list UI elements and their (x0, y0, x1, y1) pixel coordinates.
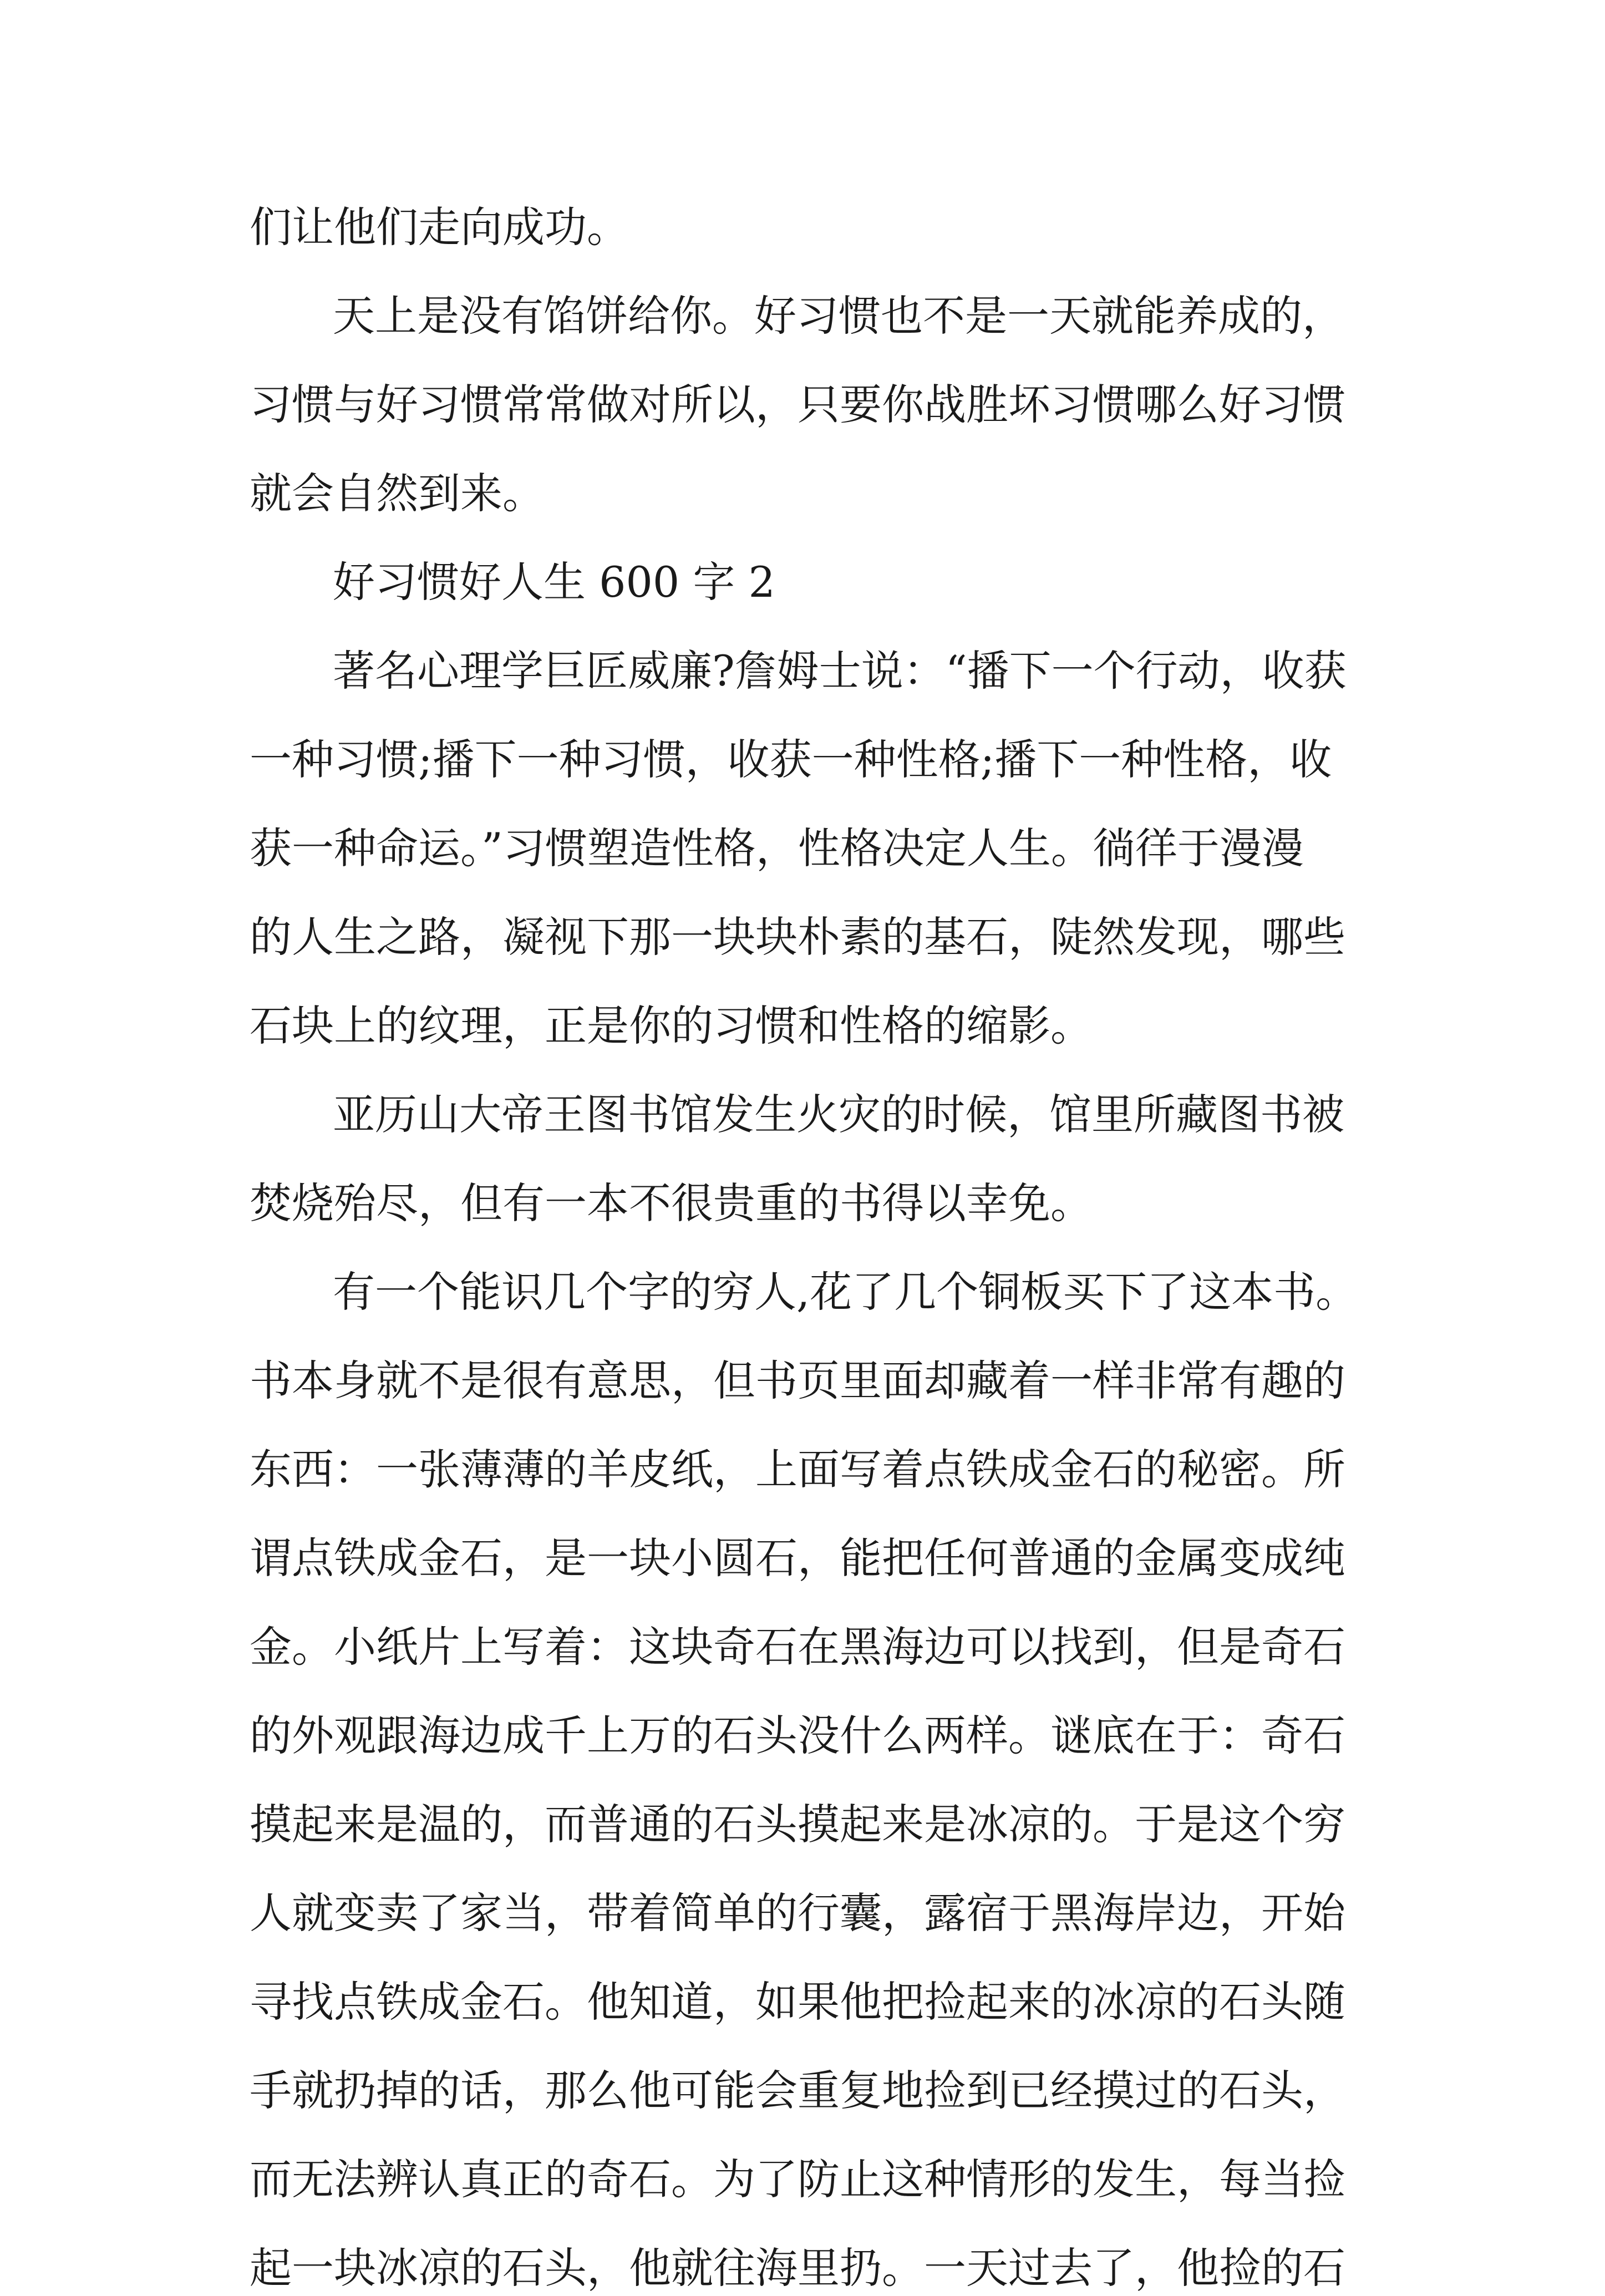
text-line: 著名心理学巨匠威廉?詹姆士说：“播下一个行动，收获 (333, 646, 1347, 695)
text-line: 就会自然到来。 (250, 469, 545, 518)
text-line: 而无法辨认真正的奇石。为了防止这种情形的发生，每当捡 (250, 2155, 1345, 2204)
text-line: 习惯与好习惯常常做对所以，只要你战胜坏习惯哪么好习惯 (250, 380, 1345, 429)
text-line: 起一块冰凉的石头，他就往海里扔。一天过去了，他捡的石 (250, 2243, 1345, 2293)
text-line: 一种习惯;播下一种习惯，收获一种性格;播下一种性格，收 (250, 735, 1332, 784)
text-line: 亚历山大帝王图书馆发生火灾的时候，馆里所藏图书被 (333, 1090, 1344, 1139)
document-body (250, 0, 1359, 2293)
text-line: 谓点铁成金石，是一块小圆石，能把任何普通的金属变成纯 (250, 1533, 1345, 1583)
text-line: 摸起来是温的，而普通的石头摸起来是冰凉的。于是这个穷 (250, 1800, 1345, 1849)
text-line: 寻找点铁成金石。他知道，如果他把捡起来的冰凉的石头随 (250, 1977, 1345, 2026)
text-line: 的外观跟海边成千上万的石头没什么两样。谜底在于：奇石 (250, 1711, 1345, 1760)
text-line: 焚烧殆尽，但有一本不很贵重的书得以幸免。 (250, 1179, 1093, 1228)
text-line: 人就变卖了家当，带着简单的行囊，露宿于黑海岸边，开始 (250, 1888, 1345, 1938)
text-line: 东西：一张薄薄的羊皮纸，上面写着点铁成金石的秘密。所 (250, 1445, 1345, 1494)
text-line: 的人生之路，凝视下那一块块朴素的基石，陡然发现，哪些 (250, 912, 1345, 962)
text-line: 们让他们走向成功。 (250, 202, 629, 252)
text-line: 手就扔掉的话，那么他可能会重复地捡到已经摸过的石头， (250, 2066, 1345, 2115)
text-line: 金。小纸片上写着：这块奇石在黑海边可以找到，但是奇石 (250, 1622, 1345, 1672)
text-line: 石块上的纹理，正是你的习惯和性格的缩影。 (250, 1001, 1093, 1050)
section-heading: 好习惯好人生 600 字 2 (333, 557, 775, 607)
text-line: 获一种命运。”习惯塑造性格，性格决定人生。徜徉于漫漫 (250, 824, 1304, 873)
text-line: 天上是没有馅饼给你。好习惯也不是一天就能养成的， (333, 291, 1344, 341)
text-line: 有一个能识几个字的穷人,花了几个铜板买下了这本书。 (333, 1267, 1358, 1317)
text-line: 书本身就不是很有意思，但书页里面却藏着一样非常有趣的 (250, 1356, 1345, 1405)
